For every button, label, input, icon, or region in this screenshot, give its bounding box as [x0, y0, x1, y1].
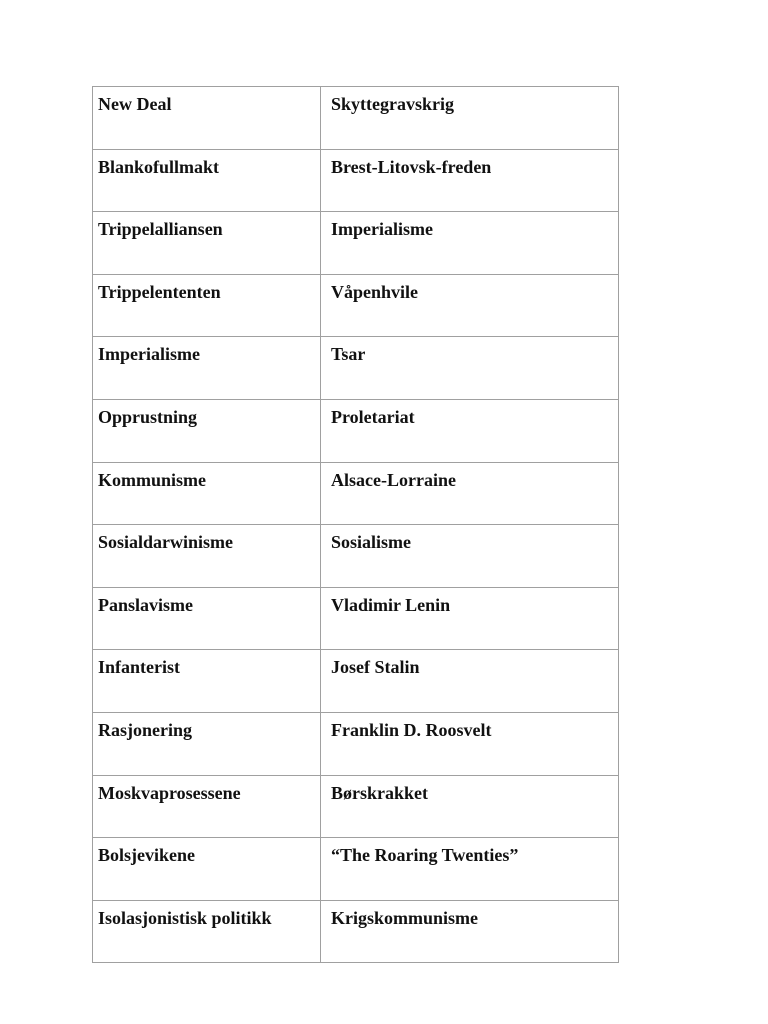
table-cell: Blankofullmakt [93, 149, 321, 212]
table-cell: Brest-Litovsk-freden [321, 149, 619, 212]
table-cell: Børskrakket [321, 775, 619, 838]
table-row [93, 650, 619, 713]
table-row [93, 87, 619, 150]
table-cell: Krigskommunisme [321, 900, 619, 963]
table-row [93, 212, 619, 275]
table-cell: Isolasjonistisk politikk [93, 900, 321, 963]
table-cell: Tsar [321, 337, 619, 400]
table-cell: Josef Stalin [321, 650, 619, 713]
table-cell: Panslavisme [93, 587, 321, 650]
table-row [93, 838, 619, 901]
table-cell: Rasjonering [93, 712, 321, 775]
table-row [93, 587, 619, 650]
terms-table [92, 86, 619, 963]
table-cell: Imperialisme [93, 337, 321, 400]
table-cell: Skyttegravskrig [321, 87, 619, 150]
table-cell: Kommunisme [93, 462, 321, 525]
table-cell: Trippelententen [93, 274, 321, 337]
table-cell: “The Roaring Twenties” [321, 838, 619, 901]
table-row [93, 462, 619, 525]
table-row [93, 399, 619, 462]
table-cell: Sosialisme [321, 525, 619, 588]
table-row [93, 900, 619, 963]
table-cell: Våpenhvile [321, 274, 619, 337]
table-cell: Infanterist [93, 650, 321, 713]
table-cell: Sosialdarwinisme [93, 525, 321, 588]
table-row [93, 149, 619, 212]
table-row [93, 274, 619, 337]
table-row [93, 525, 619, 588]
table-cell: Proletariat [321, 399, 619, 462]
table-cell: Moskvaprosessene [93, 775, 321, 838]
table-cell: Bolsjevikene [93, 838, 321, 901]
table-row [93, 712, 619, 775]
table-cell: Vladimir Lenin [321, 587, 619, 650]
table-cell: Opprustning [93, 399, 321, 462]
table-cell: New Deal [93, 87, 321, 150]
table-row [93, 775, 619, 838]
table-cell: Franklin D. Roosvelt [321, 712, 619, 775]
table-row [93, 337, 619, 400]
table-cell: Alsace-Lorraine [321, 462, 619, 525]
table-cell: Imperialisme [321, 212, 619, 275]
table-cell: Trippelalliansen [93, 212, 321, 275]
